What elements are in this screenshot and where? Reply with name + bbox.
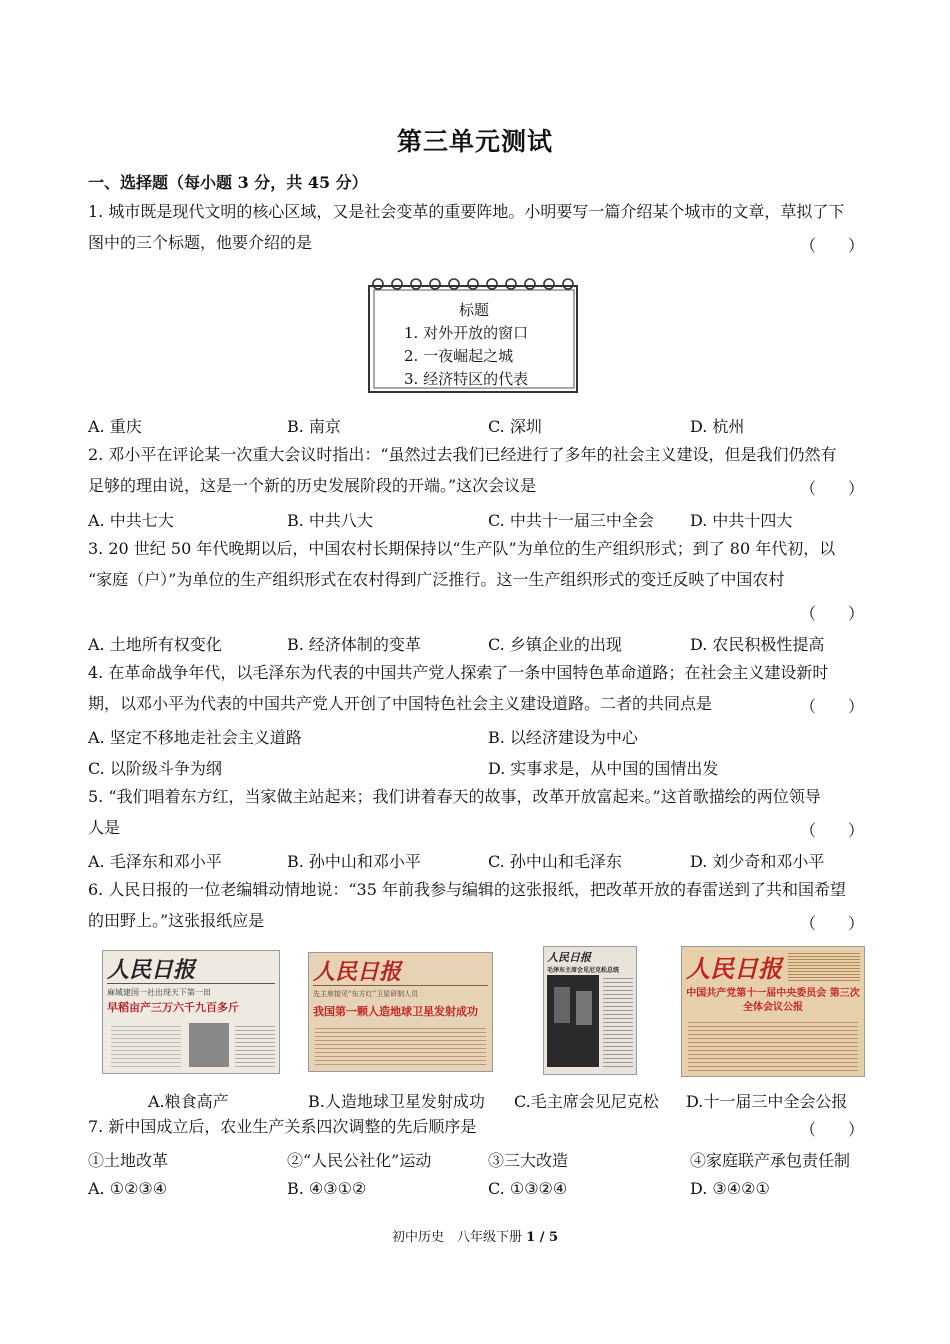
page-footer xyxy=(0,1226,950,1245)
q5-option-d[interactable]: D. 刘少奇和邓小平 xyxy=(690,852,825,871)
q7-option-a[interactable]: A. ①②③④ xyxy=(88,1179,168,1198)
q3-answer-blank: （ ） xyxy=(799,604,864,623)
q6-caption-d[interactable]: D.十一届三中全会公报 xyxy=(686,1092,848,1111)
newspaper-a-masthead: 人民日报 xyxy=(107,957,196,983)
notepad-item-1: 1. 对外开放的窗口 xyxy=(404,324,529,342)
q5-option-c[interactable]: C. 孙中山和毛泽东 xyxy=(488,852,622,871)
q1-option-b[interactable]: B. 南京 xyxy=(287,417,341,436)
q7-option-c[interactable]: C. ①③②④ xyxy=(488,1179,568,1198)
newspaper-image-b xyxy=(308,952,493,1072)
q5-option-b[interactable]: B. 孙中山和邓小平 xyxy=(287,852,421,871)
q4-stem-line1: 4. 在革命战争年代，以毛泽东为代表的中国共产党人探索了一条中国特色革命道路；在社会主义建设新时 xyxy=(88,663,829,682)
q4-option-d[interactable]: D. 实事求是，从中国的国情出发 xyxy=(488,759,719,778)
q6-caption-b[interactable]: B.人造地球卫星发射成功 xyxy=(308,1092,485,1111)
q3-stem-line2: “家庭（户）”为单位的生产组织形式在农村得到广泛推行。这一生产组织形式的变迁反映了中国农村 xyxy=(88,570,785,589)
newspaper-a-sub: 麻城建国一社出现天下第一田 xyxy=(107,988,211,997)
q2-option-d[interactable]: D. 中共十四大 xyxy=(690,511,793,530)
newspaper-b-sub: 先主席接见“东方红”卫星研制人员 xyxy=(313,990,419,998)
q6-caption-c[interactable]: C.毛主席会见尼克松 xyxy=(514,1092,659,1111)
newspaper-image-d xyxy=(681,946,865,1077)
newspaper-a-headline: 早稻亩产三万六千九百多斤 xyxy=(107,1001,239,1014)
q2-option-b[interactable]: B. 中共八大 xyxy=(287,511,373,530)
q7-option-d[interactable]: D. ③④②① xyxy=(690,1179,770,1198)
notepad-item-2: 2. 一夜崛起之城 xyxy=(404,347,514,365)
q7-item-4: ④家庭联产承包责任制 xyxy=(690,1151,851,1170)
q6-caption-a[interactable]: A.粮食高产 xyxy=(148,1092,229,1111)
q3-option-c[interactable]: C. 乡镇企业的出现 xyxy=(488,635,622,654)
footer-text: 初中历史 八年级下册 xyxy=(391,1230,522,1245)
q6-stem-line2: 的田野上。”这张报纸应是 xyxy=(88,911,265,930)
q3-stem-line1: 3. 20 世纪 50 年代晚期以后，中国农村长期保持以“生产队”为单位的生产组织形式；到了 80 年代初，以 xyxy=(88,539,836,558)
q1-stem-line2: 图中的三个标题，他要介绍的是 xyxy=(88,233,313,252)
footer-page-number: 1 / 5 xyxy=(526,1230,559,1245)
newspaper-image-a xyxy=(102,950,280,1074)
q1-option-a[interactable]: A. 重庆 xyxy=(88,417,142,436)
q1-option-d[interactable]: D. 杭州 xyxy=(690,417,745,436)
notepad-heading: 标题 xyxy=(458,301,489,319)
q4-option-b[interactable]: B. 以经济建设为中心 xyxy=(488,728,638,747)
q7-item-3: ③三大改造 xyxy=(488,1151,569,1170)
newspaper-image-c xyxy=(543,946,637,1075)
newspaper-b-masthead: 人民日报 xyxy=(313,959,402,985)
q5-stem-line2: 人是 xyxy=(88,818,121,837)
q1-notepad-image xyxy=(366,272,582,396)
q6-stem-line1: 6. 人民日报的一位老编辑动情地说：“35 年前我参与编辑的这张报纸，把改革开放的春雷送到了共和国希望 xyxy=(88,880,846,899)
q4-answer-blank: （ ） xyxy=(799,697,864,716)
q1-option-c[interactable]: C. 深圳 xyxy=(488,417,542,436)
q2-stem-line1: 2. 邓小平在评论某一次重大会议时指出：“虽然过去我们已经进行了多年的社会主义建设，但是我们仍然有 xyxy=(88,445,837,464)
q2-option-c[interactable]: C. 中共十一届三中全会 xyxy=(488,511,654,530)
q3-option-b[interactable]: B. 经济体制的变革 xyxy=(287,635,421,654)
page-title: 第三单元测试 xyxy=(396,127,553,156)
newspaper-d-headline: 中国共产党第十一届中央委员会 第三次全体会议公报 xyxy=(686,988,860,1013)
q5-stem-line1: 5. “我们唱着东方红，当家做主站起来；我们讲着春天的故事，改革开放富起来。”这首歌描绘的两位领导 xyxy=(88,787,821,806)
q2-answer-blank: （ ） xyxy=(799,479,864,498)
q7-item-1: ①土地改革 xyxy=(88,1151,169,1170)
notepad-item-3: 3. 经济特区的代表 xyxy=(404,370,529,388)
q7-stem: 7. 新中国成立后，农业生产关系四次调整的先后顺序是 xyxy=(88,1117,477,1136)
q5-answer-blank: （ ） xyxy=(799,821,864,840)
q2-option-a[interactable]: A. 中共七大 xyxy=(88,511,174,530)
newspaper-d-masthead: 人民日报 xyxy=(686,954,782,983)
newspaper-c-masthead: 人民日报 xyxy=(547,951,591,964)
q7-item-2: ②“人民公社化”运动 xyxy=(287,1151,432,1170)
q1-stem-line1: 1. 城市既是现代文明的核心区域，又是社会变革的重要阵地。小明要写一篇介绍某个城市的文章，草拟了下 xyxy=(88,202,845,221)
q2-stem-line2: 足够的理由说，这是一个新的历史发展阶段的开端。”这次会议是 xyxy=(88,476,537,495)
newspaper-b-headline: 我国第一颗人造地球卫星发射成功 xyxy=(313,1005,478,1018)
q3-option-a[interactable]: A. 土地所有权变化 xyxy=(88,635,222,654)
q1-answer-blank: （ ） xyxy=(799,236,864,255)
q6-answer-blank: （ ） xyxy=(799,914,864,933)
q7-answer-blank: （ ） xyxy=(799,1120,864,1139)
q4-stem-line2: 期，以邓小平为代表的中国共产党人开创了中国特色社会主义建设道路。二者的共同点是 xyxy=(88,694,713,713)
newspaper-c-headline: 毛泽东主席会见尼克松总统 xyxy=(547,967,620,974)
section-heading: 一、选择题（每小题 3 分，共 45 分） xyxy=(88,173,368,192)
q7-option-b[interactable]: B. ④③①② xyxy=(287,1179,367,1198)
q4-option-c[interactable]: C. 以阶级斗争为纲 xyxy=(88,759,222,778)
q3-option-d[interactable]: D. 农民积极性提高 xyxy=(690,635,825,654)
q4-option-a[interactable]: A. 坚定不移地走社会主义道路 xyxy=(88,728,302,747)
q5-option-a[interactable]: A. 毛泽东和邓小平 xyxy=(88,852,222,871)
